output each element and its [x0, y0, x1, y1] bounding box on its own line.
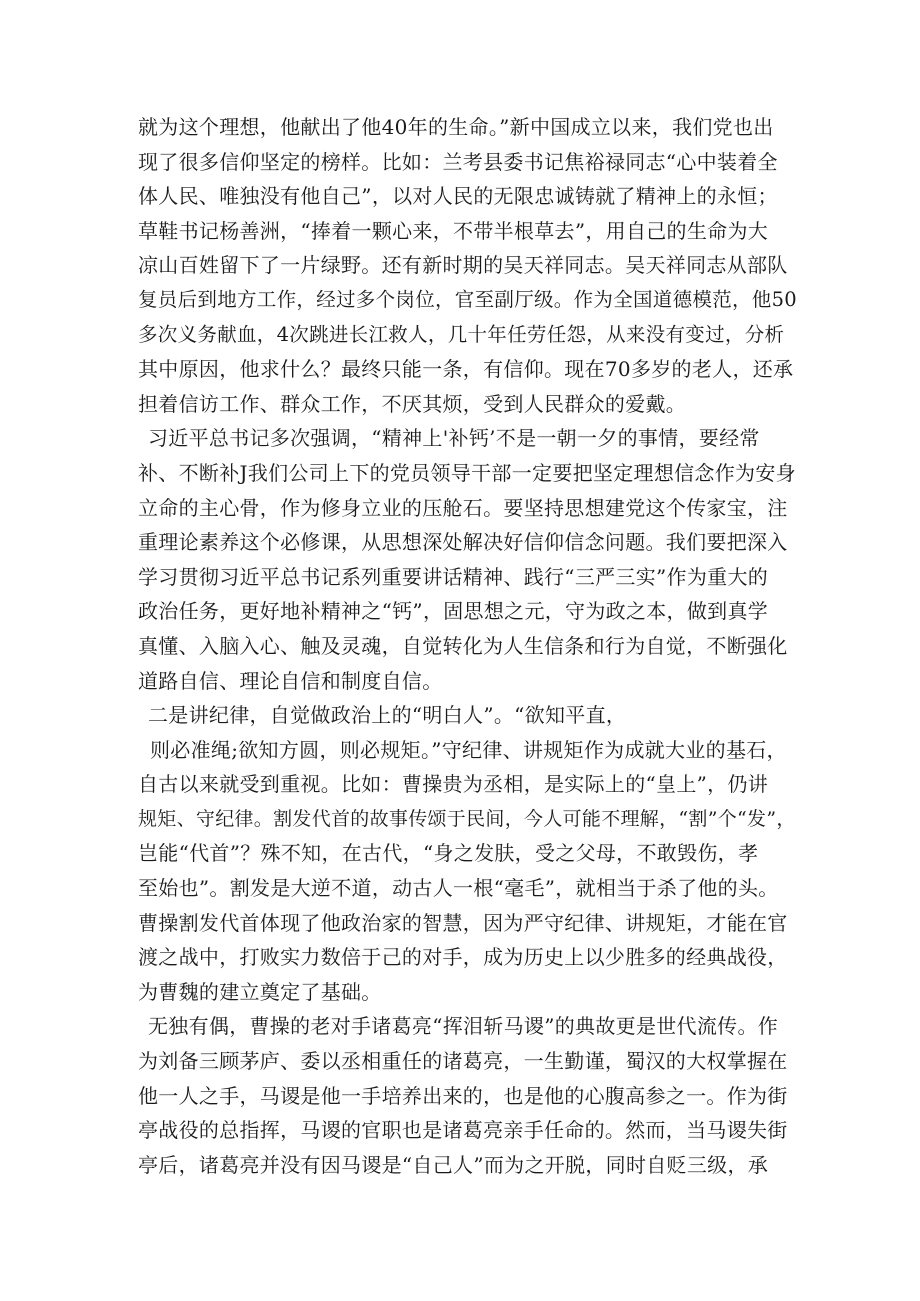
text-line: 重理论素养这个必修课，从思想深处解决好信仰信念问题。我们要把深入: [138, 530, 788, 555]
text-line: 体人民、唯独没有他自己”，以对人民的无限忠诚铸就了精神上的永恒；: [138, 184, 778, 209]
text-line: 岂能“代首”？殊不知，在古代，“身之发肤，受之父母，不敢毁伤，孝: [138, 841, 759, 866]
text-line: 则必准绳;欲知方圆，则必规矩。”守纪律、讲规矩作为成就大业的基石，: [150, 737, 787, 762]
text-line: 自古以来就受到重视。比如：曹操贵为丞相，是实际上的“皇上”，仍讲: [138, 772, 769, 797]
text-line: 其中原因，他求什么？最终只能一条，有信仰。现在70多岁的老人，还承: [138, 357, 794, 382]
text-line: 政治任务，更好地补精神之“钙”，固思想之元，守为政之本，做到真学: [138, 599, 769, 624]
text-line: 真懂、入脑入心、触及灵魂，自觉转化为人生信条和行为自觉，不断强化: [138, 633, 788, 658]
text-line: 多次义务献血，4次跳进长江救人，几十年任劳任怨，从来没有变过，分析: [138, 322, 785, 346]
text-line: 亭后，诸葛亮并没有因马谡是“自己人”而为之开脱，同时自贬三级，承: [138, 1152, 769, 1177]
text-line: 习近平总书记多次强调，“精神上'补钙’不是一朝一夕的事情，要经常: [148, 426, 760, 451]
text-line: 道路自信、理论自信和制度自信。: [138, 668, 443, 693]
text-line: 就为这个理想，他献出了他40年的生命。”新中国成立以来，我们党也出: [138, 115, 774, 139]
text-line: 担着信访工作、群众工作，不厌其烦，受到人民群众的爱戴。: [138, 391, 687, 416]
text-line: 补、不断补J我们公司上下的党员领导干部一定要把坚定理想信念作为安身: [138, 460, 796, 485]
text-line: 他一人之手，马谡是他一手培养出来的，也是他的心腹高参之一。作为街: [138, 1083, 788, 1108]
text-line: 凉山百姓留下了一片绿野。还有新时期的吴天祥同志。吴天祥同志从部队: [138, 253, 788, 278]
text-line: 至始也”。割发是大逆不道，动古人一根“毫毛”，就相当于杀了他的头。: [138, 876, 779, 901]
text-line: 二是讲纪律，自觉做政治上的“明白人”。“欲知平直，: [148, 703, 627, 728]
text-line: 曹操割发代首体现了他政治家的智慧，因为严守纪律、讲规矩，才能在官: [138, 910, 788, 935]
text-line: 为曹魏的建立奠定了基础。: [138, 979, 382, 1004]
text-line: 为刘备三顾茅庐、委以丞相重任的诸葛亮，一生勤谨，蜀汉的大权掌握在: [138, 1049, 788, 1074]
text-line: 亭战役的总指挥，马谡的官职也是诸葛亮亲手任命的。然而，当马谡失街: [138, 1118, 788, 1143]
text-line: 立命的主心骨，作为修身立业的压舱石。要坚持思想建党这个传家宝，注: [138, 495, 788, 520]
text-line: 渡之战中，打败实力数倍于己的对手，成为历史上以少胜多的经典战役，: [138, 945, 788, 970]
text-line: 复员后到地方工作，经过多个岗位，官至副厅级。作为全国道德模范，他50: [138, 287, 798, 311]
document-body: [138, 110, 798, 1182]
text-line: 现了很多信仰坚定的榜样。比如：兰考县委书记焦裕禄同志“心中装着全: [138, 149, 778, 174]
text-line: 草鞋书记杨善洲，“捧着一颗心来，不带半根草去”，用自己的生命为大: [138, 218, 769, 243]
text-line: 无独有偶，曹操的老对手诸葛亮“挥泪斩马谡”的典故更是世代流传。作: [148, 1014, 779, 1039]
text-line: 规矩、守纪律。割发代首的故事传颂于民间，今人可能不理解，“割”个“发”，: [138, 807, 796, 830]
text-line: 学习贯彻习近平总书记系列重要讲话精神、践行“三严三实”作为重大的: [138, 564, 769, 589]
